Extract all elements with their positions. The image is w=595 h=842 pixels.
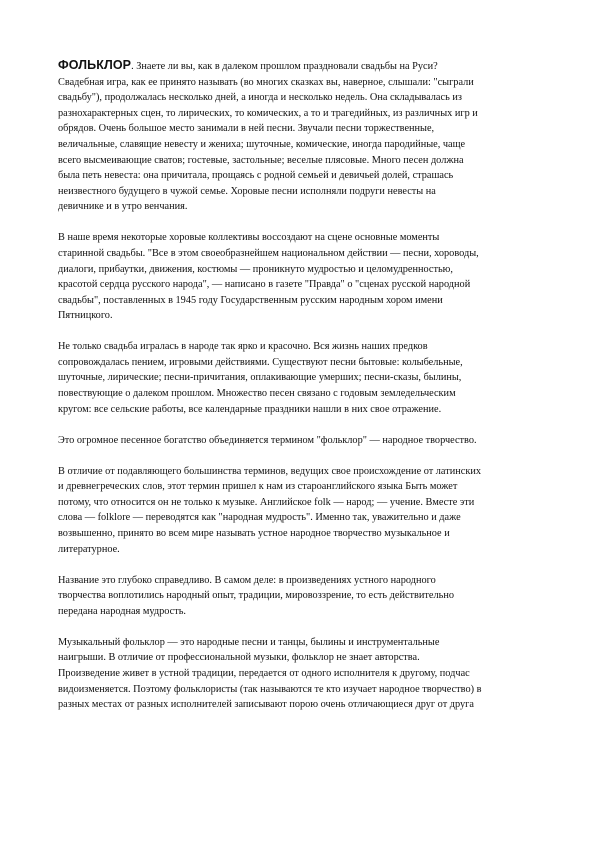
document-body — [58, 58, 484, 728]
paragraph-musical-folklore: Музыкальный фольклор — это народные песни и танцы, былины и инструментальные наигрыши. В отличие от профессиональной музыки, фольклор не знает авторства. Произведение живет в устной традиции, передается от одного исполнителя к другому, подчас видоизменяется. Поэтому фольклористы (так называются те кто изучает народное творчество) в разных местах от разных исполнителей записывают порою очень отличающиеся друг от друга — [58, 636, 482, 711]
paragraph-folk-wisdom: Название это глубоко справедливо. В самом деле: в произведениях устного народного творчества воплотились народный опыт, традиции, мировоззрение, то есть действительно передана народная мудрость. — [58, 574, 454, 617]
paragraph-term-origin: В отличие от подавляющего большинства терминов, ведущих свое происхождение от латинских и древнегреческих слов, этот термин пришел к нам из староанглийского языка Быть может потому, что относится он не только к музыке. Английское folk — народ; — учение. Вместе эти слова — folklore — переводятся как "народная мудрость". Именно так, уважительно и даже возвышенно, принято во всем мире называть устное народное творчество музыкальное и литературное. — [58, 465, 481, 555]
document-title: ФОЛЬКЛОР — [58, 58, 132, 72]
intro-paragraph — [58, 58, 484, 215]
intro-text: . Знаете ли вы, как в далеком прошлом праздновали свадьбы на Руси? Свадебная игра, как ее принято называть (во многих сказках вы, наверное, слышали: "сыграли свадьбу"), продолжалась несколько дней, а иногда и несколько недель. Она складывалась из разнохарактерных сцен, то лирических, то комических, а то и трагедийных, из различных игр и обрядов. Очень большое место занимали в ней песни. Звучали песни торжественные, величальные, славящие невесту и жениха; шуточные, комические, иногда пародийные, чаще всего высмеивающие сватов; гостевые, застольные; веселые плясовые. Много песен должна была петь невеста: она причитала, прощаясь с родной семьей и девичьей долей, страшась неизвестного будущего в чужой семье. Хоровые песни исполняли подруги невесты на девичнике и в утро венчания. — [58, 61, 478, 213]
paragraph-wedding-choirs: В наше время некоторые хоровые коллективы воссоздают на сцене основные моменты старинной свадьбы. "Все в этом своеобразнейшем национальном действии — песни, хороводы, диалоги, прибаутки, движения, костюмы — проникнуто мудростью и целомудренностью, красотой сердца русского народа", — написано в газете "Правда" о "сценах русской народной свадьбы", поставленных в 1945 году Государственным русским народным хором имени Пятницкого. — [58, 232, 479, 322]
paragraph-folklore-term: Это огромное песенное богатство объединяется термином "фольклор" — народное творчество. — [58, 434, 477, 446]
paragraph-ancestors-songs: Не только свадьба игралась в народе так ярко и красочно. Вся жизнь наших предков сопровождалась пением, игровыми действиями. Существуют песни бытовые: колыбельные, шуточные, лирические; песни-причитания, оплакивающие умерших; песни-сказы, былины, повествующие о далеком прошлом. Множество песен связано с годовым земледельческим кругом: все сельские работы, все календарные праздники нашли в них свое отражение. — [58, 341, 463, 415]
